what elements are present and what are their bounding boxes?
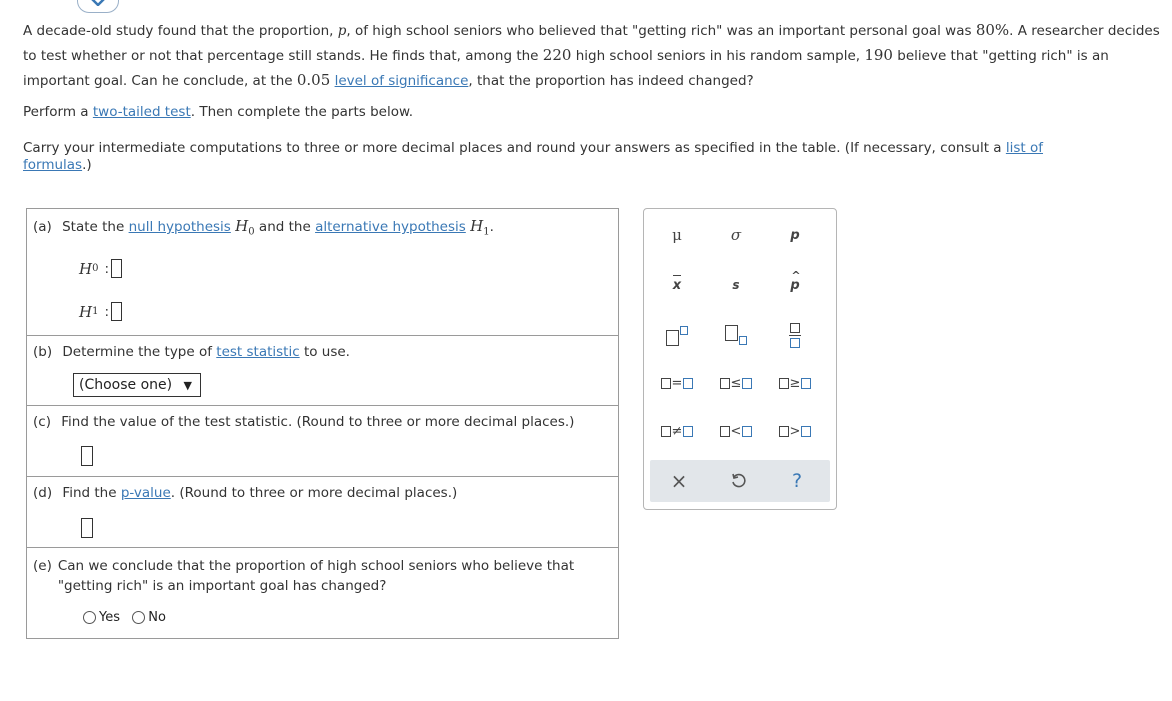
greater-equal-button[interactable]: ≥ (770, 368, 820, 398)
collapse-tab[interactable] (77, 0, 119, 13)
mu-button[interactable]: μ (672, 226, 682, 244)
question-table (26, 208, 619, 639)
test-statistic-select[interactable]: (Choose one) ▼ (73, 373, 201, 397)
help-icon: ? (791, 470, 803, 492)
sigma-button[interactable]: σ (730, 226, 742, 244)
less-than-button[interactable]: < (711, 416, 761, 446)
subscript-button[interactable] (711, 320, 761, 350)
test-statistic-link[interactable]: test statistic (216, 344, 300, 360)
h1-row: H 1 : (79, 302, 122, 321)
part-b-label: (b) (33, 344, 53, 360)
equals-button[interactable]: = (652, 368, 702, 398)
less-equal-button[interactable]: ≤ (711, 368, 761, 398)
p-value-input[interactable] (81, 518, 93, 538)
p-button[interactable]: p (790, 227, 800, 243)
palette-footer (650, 460, 830, 502)
level-of-significance-link[interactable]: level of significance (334, 73, 469, 89)
list-of-formulas-link[interactable]: list of formulas (23, 140, 1044, 173)
chevron-down-icon: ▼ (183, 379, 192, 392)
h1-input[interactable] (111, 302, 122, 321)
not-equal-button[interactable]: ≠ (652, 416, 702, 446)
test-statistic-input[interactable] (81, 446, 93, 466)
help-button[interactable] (772, 466, 822, 496)
part-e-label: (e) (33, 558, 52, 574)
s-button[interactable]: s (732, 278, 740, 292)
instructions-perform: Perform a two-tailed test. Then complete the parts below. (23, 104, 414, 120)
greater-than-button[interactable]: > (770, 416, 820, 446)
null-hypothesis-link[interactable]: null hypothesis (128, 219, 231, 235)
alternative-hypothesis-link[interactable]: alternative hypothesis (315, 219, 466, 235)
superscript-button[interactable] (652, 320, 702, 350)
clear-button[interactable] (654, 466, 704, 496)
yes-radio[interactable]: Yes (83, 610, 120, 625)
h0-row: H 0 : (79, 259, 122, 278)
part-d-label: (d) (33, 485, 53, 501)
problem-statement: A decade-old study found that the proportion, p, of high school seniors who believed that "getting rich" was an important personal goal was 80%. A researcher decides to test whether or not that percentage still stands. He finds that, among the 220 high school seniors in his random sample, 190 believe that "getting rich" is an important goal. Can he conclude, at the 0.05 level of significance, that the proportion has indeed changed? (23, 21, 1160, 89)
two-tailed-test-link[interactable]: two-tailed test (92, 104, 191, 120)
no-radio[interactable]: No (132, 610, 166, 625)
part-a-label: (a) (33, 219, 52, 235)
h0-input[interactable] (111, 259, 122, 278)
x-bar-button[interactable]: x (652, 270, 702, 300)
p-hat-button[interactable]: ^ p (790, 268, 801, 293)
undo-button[interactable] (713, 466, 763, 496)
part-c-label: (c) (33, 414, 51, 430)
part-e: (e) Can we conclude that the proportion of high school seniors who believe that "getting rich" is an important goal has changed? Yes No (27, 548, 618, 638)
instructions-carry: Carry your intermediate computations to three or more decimal places and round your answers as specified in the table. (If necessary, consult a list of formulas.) (23, 140, 1044, 173)
conclusion-radio-group (83, 610, 174, 628)
part-a: (a) State the null hypothesis $H_0$ and the alternative hypothesis $H_1$. H 0 : H 1 : (27, 209, 618, 336)
undo-icon (730, 473, 746, 489)
p-value-link[interactable]: p-value (120, 485, 171, 501)
chevron-down-icon (90, 0, 106, 6)
math-palette (643, 208, 837, 510)
fraction-button[interactable] (770, 320, 820, 350)
part-b: (b) Determine the type of test statistic to use. (Choose one) ▼ (27, 336, 618, 406)
close-icon: × (670, 469, 688, 493)
part-c: (c) Find the value of the test statistic. (Round to three or more decimal places.) (27, 406, 618, 477)
part-d: (d) Find the p-value. (Round to three or more decimal places.) (27, 477, 618, 548)
